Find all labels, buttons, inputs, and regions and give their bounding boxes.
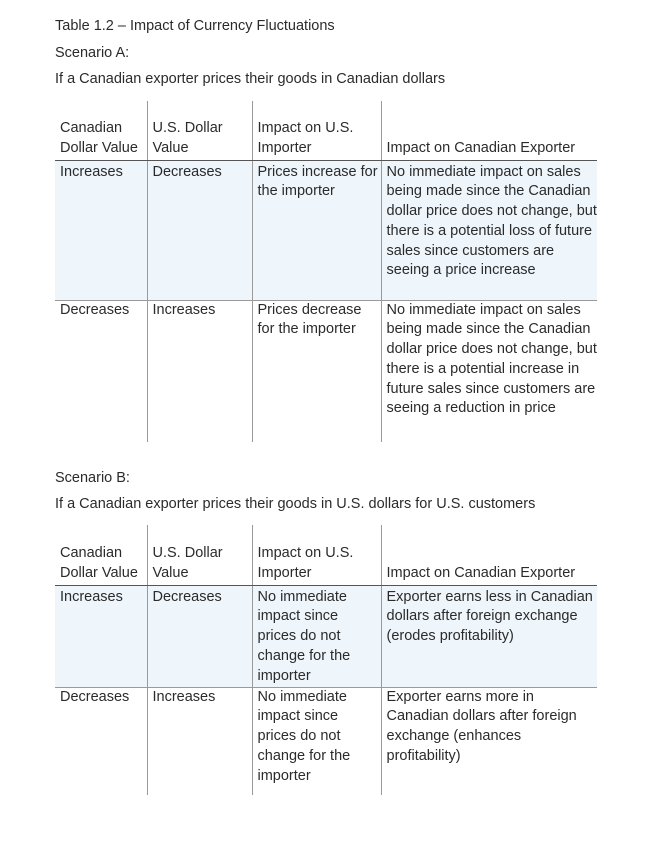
- table-row: [55, 687, 597, 795]
- cell-cad-value: Increases: [55, 160, 147, 300]
- cell-exporter-impact: No immediate impact on sales being made since the Canadian dollar price does not change, but there is a potential loss of future sales since customers are seeing a price increase: [381, 160, 597, 300]
- header-canadian-dollar-value: Canadian Dollar Value: [55, 101, 147, 160]
- header-impact-canadian-exporter: Impact on Canadian Exporter: [381, 525, 597, 585]
- header-impact-us-importer: Impact on U.S. Importer: [252, 101, 381, 160]
- scenario-b-label: Scenario B:: [55, 470, 130, 486]
- cell-importer-impact: Prices increase for the importer: [252, 160, 381, 300]
- cell-exporter-impact: Exporter earns less in Canadian dollars after foreign exchange (erodes profitability): [381, 585, 597, 687]
- scenario-a-label: Scenario A:: [55, 45, 130, 61]
- scenario-a-description: If a Canadian exporter prices their goods in Canadian dollars: [55, 71, 446, 87]
- cell-usd-value: Increases: [147, 300, 252, 442]
- table-title: Table 1.2 – Impact of Currency Fluctuations: [55, 18, 335, 34]
- table-row: [55, 160, 597, 300]
- header-canadian-dollar-value: Canadian Dollar Value: [55, 525, 147, 585]
- scenario-b-table: [55, 525, 597, 795]
- cell-cad-value: Increases: [55, 585, 147, 687]
- cell-usd-value: Decreases: [147, 585, 252, 687]
- header-impact-canadian-exporter: Impact on Canadian Exporter: [381, 101, 597, 160]
- cell-importer-impact: No immediate impact since prices do not change for the importer: [252, 585, 381, 687]
- cell-exporter-impact: No immediate impact on sales being made since the Canadian dollar price does not change, but there is a potential increase in future sales since customers are seeing a reduction in price: [381, 300, 597, 442]
- scenario-a-table: [55, 101, 597, 442]
- header-impact-us-importer: Impact on U.S. Importer: [252, 525, 381, 585]
- cell-usd-value: Decreases: [147, 160, 252, 300]
- scenario-b-description: If a Canadian exporter prices their goods in U.S. dollars for U.S. customers: [55, 496, 536, 512]
- table-row: [55, 300, 597, 442]
- cell-importer-impact: No immediate impact since prices do not change for the importer: [252, 687, 381, 795]
- header-us-dollar-value: U.S. Dollar Value: [147, 101, 252, 160]
- table-row: [55, 585, 597, 687]
- cell-usd-value: Increases: [147, 687, 252, 795]
- header-us-dollar-value: U.S. Dollar Value: [147, 525, 252, 585]
- cell-importer-impact: Prices decrease for the importer: [252, 300, 381, 442]
- cell-exporter-impact: Exporter earns more in Canadian dollars after foreign exchange (enhances profitability): [381, 687, 597, 795]
- cell-cad-value: Decreases: [60, 688, 130, 705]
- cell-cad-value: Decreases: [60, 301, 130, 318]
